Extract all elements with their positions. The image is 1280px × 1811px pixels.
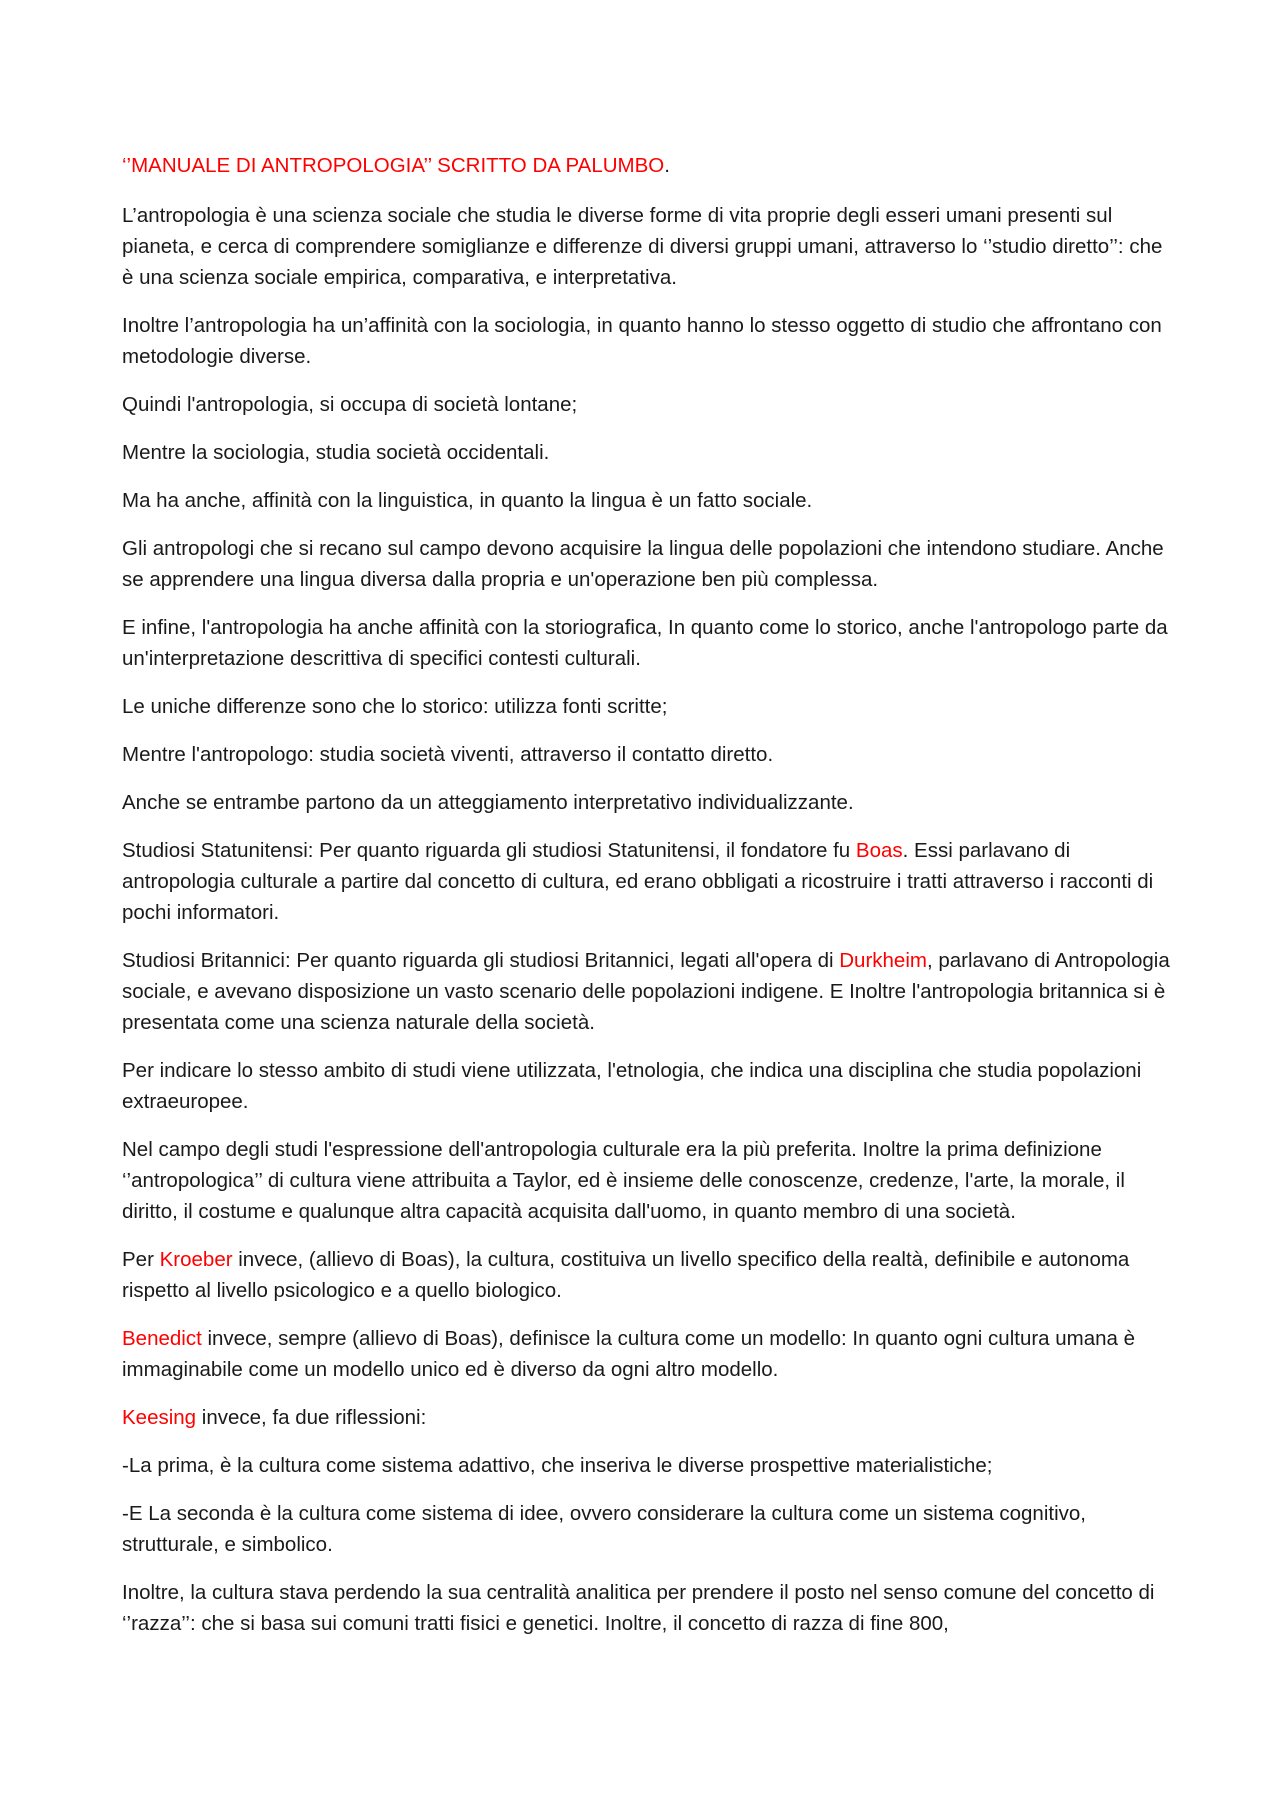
paragraph-historian-sources: Le uniche differenze sono che lo storico: utilizza fonti scritte; [122,695,668,718]
paragraph-sociology-western: Mentre la sociologia, studia società occidentali. [122,441,550,464]
paragraph-anthropology-distant: Quindi l'antropologia, si occupa di società lontane; [122,393,578,416]
paragraph-interpretative-attitude: Anche se entrambe partono da un atteggiamento interpretativo individualizzante. [122,791,854,814]
paragraph-anthropologist-contact: Mentre l'antropologo: studia società viventi, attraverso il contatto diretto. [122,743,774,766]
paragraph-definition: L’antropologia è una scienza sociale che studia le diverse forme di vita proprie degli esseri umani presenti sul pianeta, e cerca di comprendere somiglianze e differenze di diversi gruppi umani, attraverso lo ‘’studio diretto’’: che è una scienza sociale empirica, comparativa, e interpretativa. [122,204,1163,289]
us-scholars-text-a: Studiosi Statunitensi: Per quanto riguarda gli studiosi Statunitensi, il fondatore fu [122,839,856,862]
paragraph-us-scholars [122,835,1174,928]
paragraph-taylor-definition: Nel campo degli studi l'espressione dell'antropologia culturale era la più preferita. Inoltre la prima definizione ‘’antropologica’’ di cultura viene attribuita a Taylor, ed è insieme delle conoscenze, credenze, l'arte, la morale, il diritto, il costume e qualunque altra capacità acquisita dall'uomo, in quanto membro di una società. [122,1138,1125,1223]
paragraph-kroeber [122,1244,1174,1306]
document-body [122,150,1174,1656]
british-scholars-text-a: Studiosi Britannici: Per quanto riguarda gli studiosi Britannici, legati all'opera di [122,949,840,972]
paragraph-historiography-affinity: E infine, l'antropologia ha anche affinità con la storiografica, In quanto come lo storico, anche l'antropologo parte da un'interpretazione descrittiva di specifici contesti culturali. [122,616,1168,670]
kroeber-text-a: Per [122,1248,160,1271]
document-title [122,150,1174,181]
name-durkheim: Durkheim [839,949,927,972]
us-scholars-text-b: . Essi parlavano di antropologia culturale a partire dal concetto di cultura, ed erano obbligati a ricostruire i tratti attraverso i racconti di pochi informatori. [122,839,1154,924]
benedict-text: invece, sempre (allievo di Boas), definisce la cultura come un modello: In quanto ogni cultura umana è immaginabile come un modello unico ed è diverso da ogni altro modello. [122,1327,1136,1381]
paragraph-british-scholars [122,945,1174,1038]
name-boas: Boas [855,839,903,862]
name-keesing: Keesing [122,1406,197,1429]
keesing-text: invece, fa due riflessioni: [196,1406,427,1429]
paragraph-benedict [122,1323,1174,1385]
paragraph-ethnology: Per indicare lo stesso ambito di studi viene utilizzata, l'etnologia, che indica una disciplina che studia popolazioni extraeuropee. [122,1059,1142,1113]
title-period: . [664,154,670,177]
paragraph-keesing [122,1402,1174,1433]
paragraph-first-reflection: -La prima, è la cultura come sistema adattivo, che inseriva le diverse prospettive materialistiche; [122,1454,993,1477]
paragraph-linguistics-affinity: Ma ha anche, affinità con la linguistica, in quanto la lingua è un fatto sociale. [122,489,813,512]
paragraph-field-language: Gli antropologi che si recano sul campo devono acquisire la lingua delle popolazioni che intendono studiare. Anche se apprendere una lingua diversa dalla propria e un'operazione ben più complessa. [122,537,1164,591]
british-scholars-text-b: , parlavano di Antropologia sociale, e avevano disposizione un vasto scenario delle popolazioni indigene. E Inoltre l'antropologia britannica si è presentata come una scienza naturale della società. [122,949,1170,1034]
paragraph-sociology-affinity: Inoltre l’antropologia ha un’affinità con la sociologia, in quanto hanno lo stesso oggetto di studio che affrontano con metodologie diverse. [122,314,1162,368]
paragraph-second-reflection: -E La seconda è la cultura come sistema di idee, ovvero considerare la cultura come un sistema cognitivo, strutturale, e simbolico. [122,1502,1086,1556]
paragraph-race-concept: Inoltre, la cultura stava perdendo la sua centralità analitica per prendere il posto nel senso comune del concetto di ‘’razza’’: che si basa sui comuni tratti fisici e genetici. Inoltre, il concetto di razza di fine 800, [122,1581,1155,1635]
name-benedict: Benedict [122,1327,202,1350]
kroeber-text-b: invece, (allievo di Boas), la cultura, costituiva un livello specifico della realtà, definibile e autonoma rispetto al livello psicologico e a quello biologico. [122,1248,1130,1302]
name-kroeber: Kroeber [159,1248,233,1271]
title-text: ‘’MANUALE DI ANTROPOLOGIA’’ SCRITTO DA PALUMBO [122,154,665,177]
